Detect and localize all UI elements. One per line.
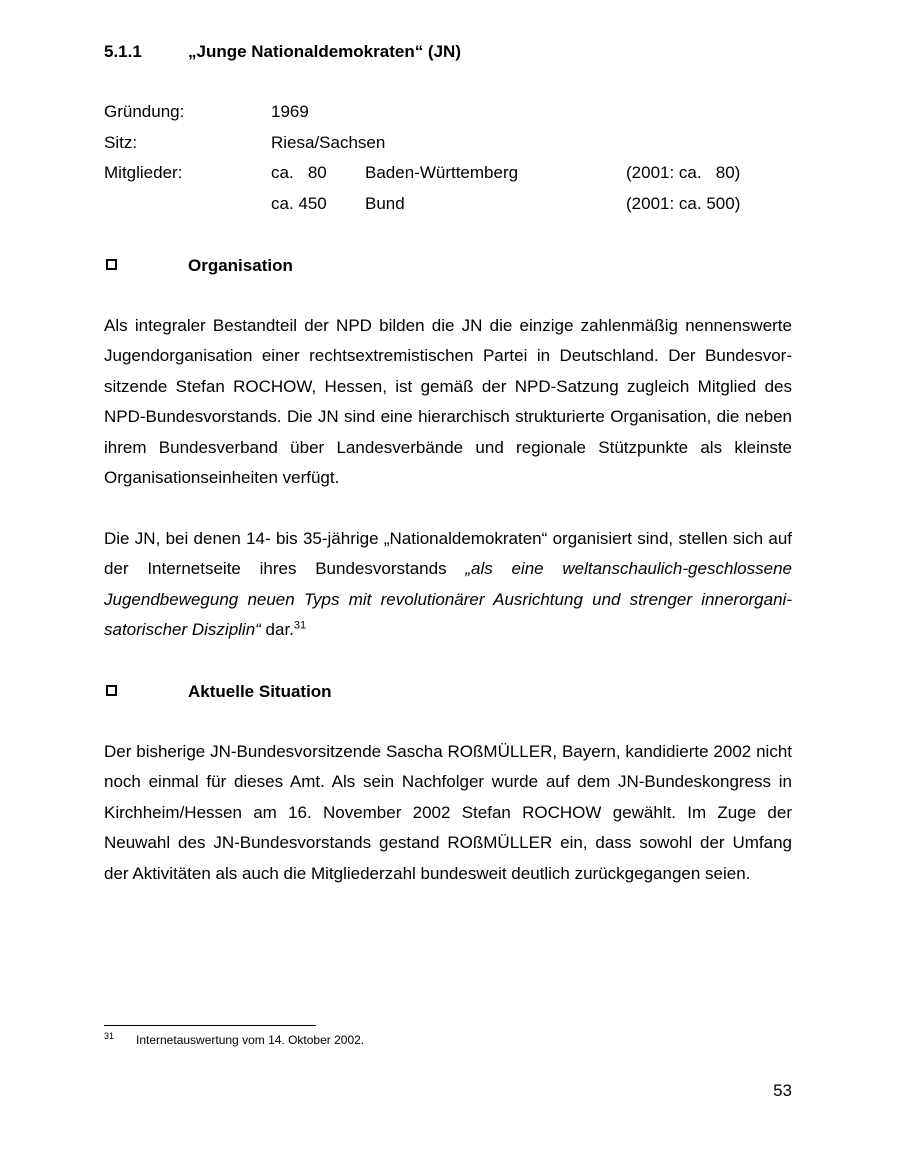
- section-title: „Junge Nationaldemokraten“ (JN): [188, 42, 461, 61]
- founding-label: Gründung:: [104, 102, 185, 121]
- section-heading: [104, 42, 461, 62]
- paragraph-text-end: dar.: [260, 620, 294, 640]
- page-number: 53: [773, 1081, 792, 1100]
- members-count: ca. 80: [271, 163, 327, 182]
- members-region: Baden-Württemberg: [365, 163, 519, 182]
- founding-value: 1969: [271, 102, 309, 121]
- members-label: Mitglieder:: [104, 163, 183, 182]
- seat-value: Riesa/Sachsen: [271, 133, 386, 152]
- checkbox-bullet-icon: [106, 259, 117, 270]
- footnote-divider: [104, 1025, 316, 1026]
- members-previous: (2001: ca. 500): [626, 194, 741, 213]
- organisation-paragraph-2: [104, 524, 792, 646]
- seat-label: Sitz:: [104, 133, 138, 152]
- footnote: [104, 1033, 364, 1047]
- footnote-text: Internetauswertung vom 14. Oktober 2002.: [136, 1033, 365, 1047]
- members-region: Bund: [365, 194, 405, 213]
- paragraph-text: Die JN, bei denen 14- bis 35-jährige „Nationaldemokraten“ organisiert sind, stellen sich auf der Internetseite ihres Bundesvorstands: [104, 529, 792, 579]
- quote-text: „als eine weltanschaulich-geschlossene Jugendbewegung neuen Typs mit revolutionärer Ausrichtung und strenger innerorganisatorischer Disziplin“: [104, 559, 792, 640]
- section-number: 5.1.1: [104, 42, 142, 61]
- situation-paragraph: Der bisherige JN-Bundesvorsitzende Sascha ROßMÜLLER, Bayern, kandidierte 2002 nicht noch einmal für dieses Amt. Als sein Nachfolger wurde auf dem JN-Bundeskongress in Kirchheim/Hessen am 16. November 2002 Stefan ROCHOW gewählt. Im Zuge der Neuwahl des JN-Bundesvorstands gestand ROßMÜLLER ein, dass sowohl der Umfang der Aktivitäten als auch die Mitgliederzahl bundesweit deutlich zurückgegangen seien.: [104, 742, 792, 883]
- checkbox-bullet-icon: [106, 685, 117, 696]
- members-previous: (2001: ca. 80): [626, 163, 741, 182]
- organisation-title: Organisation: [188, 256, 293, 275]
- organisation-paragraph: Als integraler Bestandteil der NPD bilden die JN die einzige zahlenmäßig nennenswerte Jugendorganisation einer rechtsextremistischen Partei in Deutschland. Der Bundesvorsitzende Stefan ROCHOW, Hessen, ist gemäß der NPD-Satzung zugleich Mitglied des NPD-Bundesvorstands. Die JN sind eine hierarchisch strukturierte Organisation, die neben ihrem Bundesverband über Landesverbände und regionale Stützpunkte als kleinste Organisationseinheiten verfügt.: [104, 316, 792, 488]
- situation-title: Aktuelle Situation: [188, 682, 332, 701]
- members-count: ca. 450: [271, 194, 327, 213]
- footnote-reference: 31: [293, 619, 307, 632]
- footnote-number: 31: [104, 1031, 115, 1041]
